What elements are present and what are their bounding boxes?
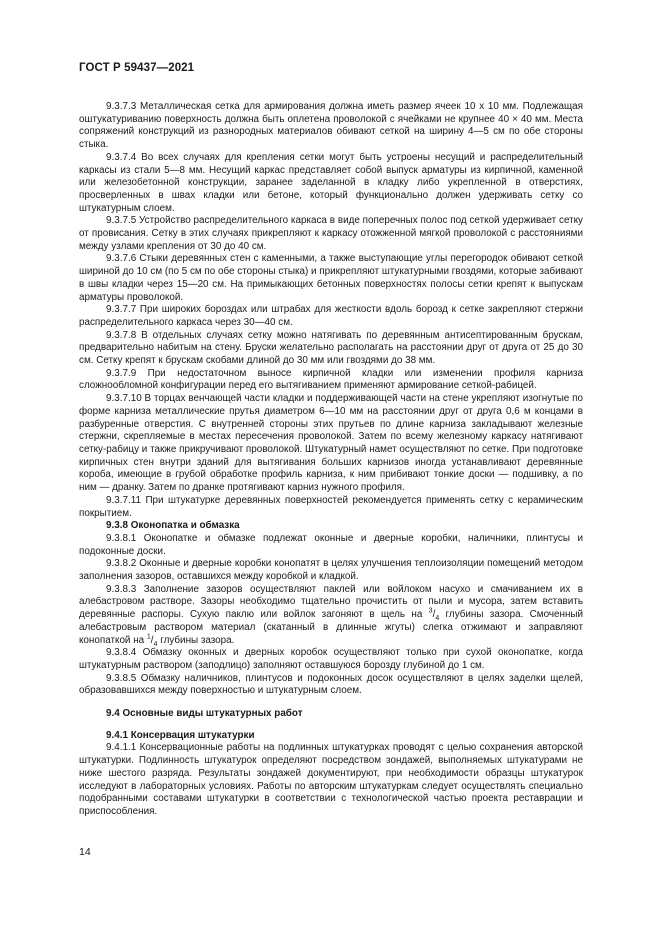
section-heading: 9.4 Основные виды штукатурных работ xyxy=(106,708,303,720)
paragraph-fragment: 3 xyxy=(428,607,433,615)
paragraph: 9.4.1.1 Консервационные работы на подлинных штукатурках проводят с целью сохранения авторской штукатурки. Подлинность штукатурок определяют посредством зондажей, выполняемых штукатурами не ниже шестого разряда. Результаты зондажей документируют, при необходимости образцы штукатурок исследуют в лабораторных условиях. Работы по авторским штукатуркам следует осуществлять специально подобранными составами штукатурки в соответствии с технологической частью проекта реставрации и приспособления. xyxy=(79,742,583,817)
fraction-slash: / xyxy=(432,609,436,621)
paragraph: 9.3.7.10 В торцах венчающей части кладки и поддерживающей части на стене укрепляют изогнутые по форме карниза металлические прутья диаметром 6—10 мм на расстоянии друг от друга 0,6 м концами в разбуренные отверстия. С внутренней стороны этих прутьев по длине карниза закладывают железные стержни, скрепляемые в местах пересечения проволокой. Затем по всему железному каркасу натягивают сетку-рабицу и также прикручивают проволокой. Штукатурный намет осуществляют по сетке. При подготовке кирпичных стен внутри зданий для вытягивания больших карнизов иногда устанавливают деревянные короба, имеющие в грубой обработке профиль карниза, к ним прибивают тонкие доски — подшивку, а по ним — дранку. Затем по дранке протягивают карниз нужного профиля. xyxy=(79,393,583,494)
paragraph: 9.3.7.4 Во всех случаях для крепления сетки могут быть устроены несущий и распределительный каркасы из стали 5—8 мм. Несущий каркас представляет собой выпуск арматуры из кирпичной, каменной или железобетонной конструкции, заранее заделанной в кладку либо укрепленной в отверстиях, просверленных в швах кладки или бетоне, который функционально должен удерживать сетку со штукатурным слоем. xyxy=(79,151,583,214)
page-content xyxy=(79,101,583,819)
paragraph-fragment: 9.3.8.3 Заполнение зазоров осуществляют паклей или войлоком насухо и смачиванием их в алебастровом растворе. Зазоры необходимо тщательно прочистить от пыли и мусора, затем вставить деревянные распоры. Сухую паклю или войлок загоняют в щель на xyxy=(79,583,583,621)
paragraph: 9.3.8.2 Оконные и дверные коробки конопатят в целях улучшения теплоизоляции помещений методом заполнения зазоров, оставшихся между коробкой и кладкой. xyxy=(79,558,583,583)
paragraph: 9.3.7.9 При недостаточном выносе кирпичной кладки или изменении профиля карниза сложнообломной конфигурации перед его вытягиванием применяют армирование сеткой-рабицей. xyxy=(79,367,583,392)
paragraph: 9.3.7.11 При штукатурке деревянных поверхностей рекомендуется применять сетку с керамическим покрытием. xyxy=(79,494,583,519)
paragraph: 9.3.7.3 Металлическая сетка для армирования должна иметь размер ячеек 10 х 10 мм. Подлежащая оштукатуриванию поверхность должна быть оплетена проволокой с ячейками не крупнее 40 × 40 мм. Места сопряжений конструкций из разнородных материалов обивают сеткой на ширину 4—5 см по обе стороны стыка. xyxy=(79,101,583,151)
fraction-slash: / xyxy=(150,634,154,646)
page-number: 14 xyxy=(79,846,91,858)
paragraph: 9.3.8.4 Обмазку оконных и дверных коробок осуществляют только при сухой оконопатке, когда штукатурным раствором (заподлицо) заполняют оставшуюся борозду глубиной до 1 см. xyxy=(79,647,583,671)
paragraph: 9.3.8.5 Обмазку наличников, плинтусов и подоконных досок осуществляют в целях заделки щелей, образовавшихся между поверхностью и штукатурным слоем. xyxy=(79,672,583,697)
paragraph: 9.3.7.8 В отдельных случаях сетку можно натягивать по деревянным антисептированным брускам, предварительно набитым на стену. Бруски желательно располагать на расстоянии друг от друга от 25 до 30 см. Сетку крепят к брускам скобами длиной до 30 мм или гвоздями до 38 мм. xyxy=(79,329,583,367)
paragraph: 9.3.7.7 При широких бороздах или штрабах для жесткости вдоль борозд к сетке закрепляют стержни распределительного каркаса через 30—40 см. xyxy=(79,304,583,328)
section-heading: 9.4.1 Консервация штукатурки xyxy=(106,729,255,741)
paragraph-fragment: 4 xyxy=(153,640,158,648)
paragraph-fragment: 1 xyxy=(146,633,151,641)
paragraph xyxy=(79,584,583,648)
paragraph-fragment: глубины зазора. xyxy=(157,634,235,646)
paragraph-fragment: 4 xyxy=(435,615,440,623)
section-heading: 9.3.8 Оконопатка и обмазка xyxy=(106,520,240,532)
paragraph: 9.3.7.6 Стыки деревянных стен с каменными, а также выступающие углы перегородок обивают сеткой шириной до 10 см (по 5 см по обе стороны стыка) и прикрепляют штукатурными гвоздями, которые забивают в швы кладки через 15—20 см. На примыкающих бетонных поверхностях полосы сетки крепят к выпускам арматуры проволокой. xyxy=(79,253,584,303)
paragraph: 9.3.7.5 Устройство распределительного каркаса в виде поперечных полос под сеткой удерживает сетку от провисания. Сетку в этих случаях прикрепляют к каркасу отожженной мягкой проволокой с расстояниями между узлами крепления от 30 до 40 см. xyxy=(79,215,583,252)
document-header: ГОСТ Р 59437—2021 xyxy=(79,62,195,74)
paragraph-fragment: глубины зазора. Смоченный алебастровым раствором материал (скатанный в длинные жгуты) слегка отжимают и заправляют конопаткой на xyxy=(79,609,584,646)
paragraph: 9.3.8.1 Оконопатке и обмазке подлежат оконные и дверные коробки, наличники, плинтусы и подоконные доски. xyxy=(79,532,583,557)
